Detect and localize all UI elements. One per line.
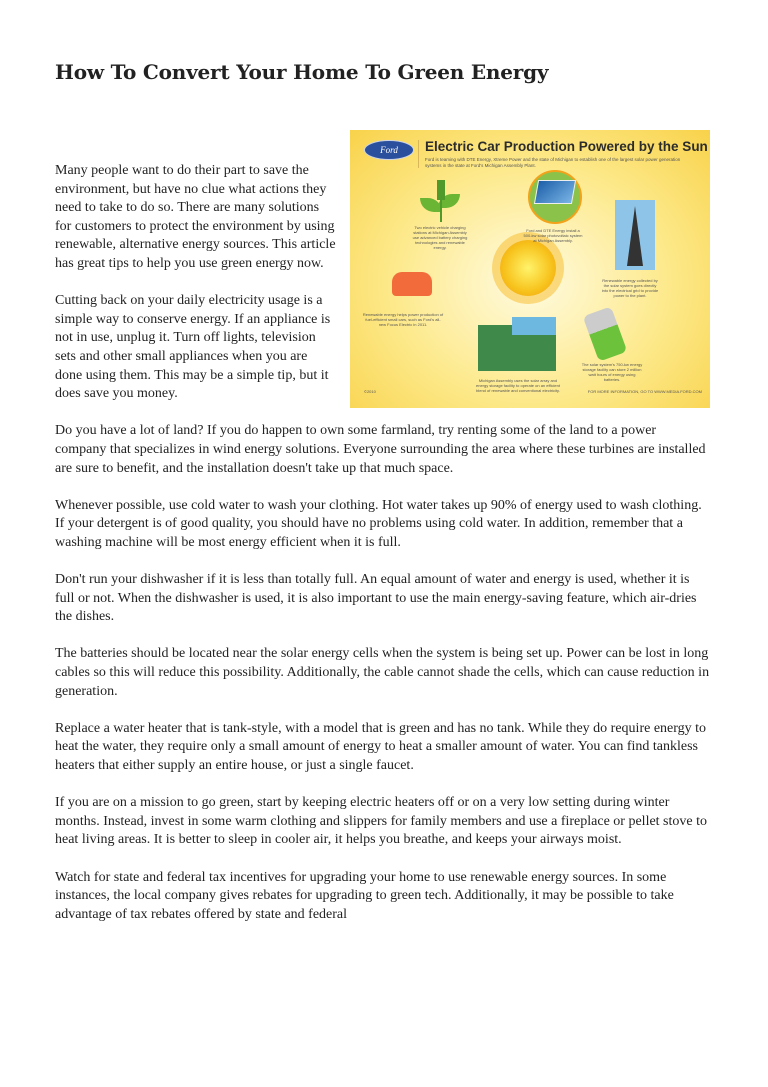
paragraph: Whenever possible, use cold water to wash your clothing. Hot water takes up 90% of energy used to wash clothing. If your detergent is of good quality, you should have no problems using cold water. In addition, remember that a washing machine will be most energy efficient when it is full. [55, 497, 702, 550]
factory-icon [478, 325, 556, 371]
caption: Renewable energy collected by the solar system goes directly into the electrical grid to provide power to the plant. [601, 278, 659, 298]
car-icon [392, 272, 432, 296]
article-body [55, 130, 710, 943]
paragraph: Do you have a lot of land? If you do happen to own some farmland, try renting some of the land to a power company that specializes in wind energy solutions. Everyone surrounding the area where these turbines are installed are sure to benefit, and the installation doesn't take up that much space. [55, 423, 706, 476]
solar-panel-surface [534, 180, 576, 204]
infographic-image [350, 130, 710, 408]
infographic-subtitle: Ford is teaming with DTE Energy, Xtreme Power and the state of Michigan to establish one of the largest solar power generation systems in the state at Ford's Michigan Assembly Plant. [425, 157, 681, 168]
divider [418, 140, 419, 168]
battery-icon [583, 306, 628, 361]
infographic-footer-right: FOR MORE INFORMATION, GO TO WWW.MEDIA.FORD.COM [587, 389, 702, 395]
paragraph: Watch for state and federal tax incentives for upgrading your home to use renewable energy sources. In some instances, the local company gives rebates for upgrading to green tech. Additionally, it may be possible to take advantage of tax rebates offered by state and federal [55, 869, 674, 922]
plug-plant-icon [420, 180, 460, 222]
paragraph: Replace a water heater that is tank-style, with a model that is green and has no tank. While they do require energy to heat the water, they require only a small amount of energy to heat a smaller amount of water. You can find tankless heaters that either supply an entire house, or just a single faucet. [55, 720, 707, 773]
paragraph: If you are on a mission to go green, start by keeping electric heaters off or on a very low setting during winter months. Instead, invest in some warm clothing and slippers for family members and use a fireplace or pellet stove to heat living areas. It is better to sleep in cooler air, it helps you breathe, and keeps your airways moist. [55, 795, 707, 848]
paragraph: The batteries should be located near the solar energy cells when the system is being set up. Power can be lost in long cables so this will reduce this possibility. Additionally, the cable cannot shade the cells, which can cause reduction in generation. [55, 646, 710, 699]
power-tower-icon [615, 200, 655, 270]
caption: Renewable energy helps power production of fuel-efficient small cars, such as Ford's all-new Focus Electric in 2011. [362, 312, 444, 327]
paragraph: Don't run your dishwasher if it is less than totally full. An equal amount of water and energy is used, whether it is full or not. When the dishwasher is used, it is also important to use the main energy-saving feature, which air-dries the dishes. [55, 572, 697, 625]
ford-logo: Ford [364, 140, 414, 160]
paragraph: Many people want to do their part to save the environment, but have no clue what actions they need to take to do so. There are many solutions for customers to protect the environment by using renewable, alternative energy sources. This article has great tips to help you use green energy now. [55, 163, 336, 271]
caption: Two electric vehicle charging stations at Michigan Assembly use advanced battery charging technologies and renewable energy. [412, 225, 468, 250]
caption: Ford and DTE Energy install a 500-kw solar photovoltaic system at Michigan Assembly. [523, 228, 583, 243]
caption: Michigan Assembly uses the solar array and energy storage facility to operate on an efficient blend of renewable and conventional electricity. [476, 378, 560, 393]
paragraph: Cutting back on your daily electricity usage is a simple way to conserve energy. If an appliance is not in use, unplug it. Turn off lights, television sets and other small appliances when you are done using them. This may be a simple tip, but it does save you money. [55, 293, 331, 402]
caption: The solar system's 750-kw energy storage facility can store 2 million watt hours of energy using batteries. [581, 362, 643, 382]
page-title: How To Convert Your Home To Green Energy [55, 60, 549, 84]
infographic-title: Electric Car Production Powered by the Sun [425, 139, 708, 154]
infographic-footer-left: ©2010 [364, 389, 376, 395]
sun-icon [500, 240, 556, 296]
